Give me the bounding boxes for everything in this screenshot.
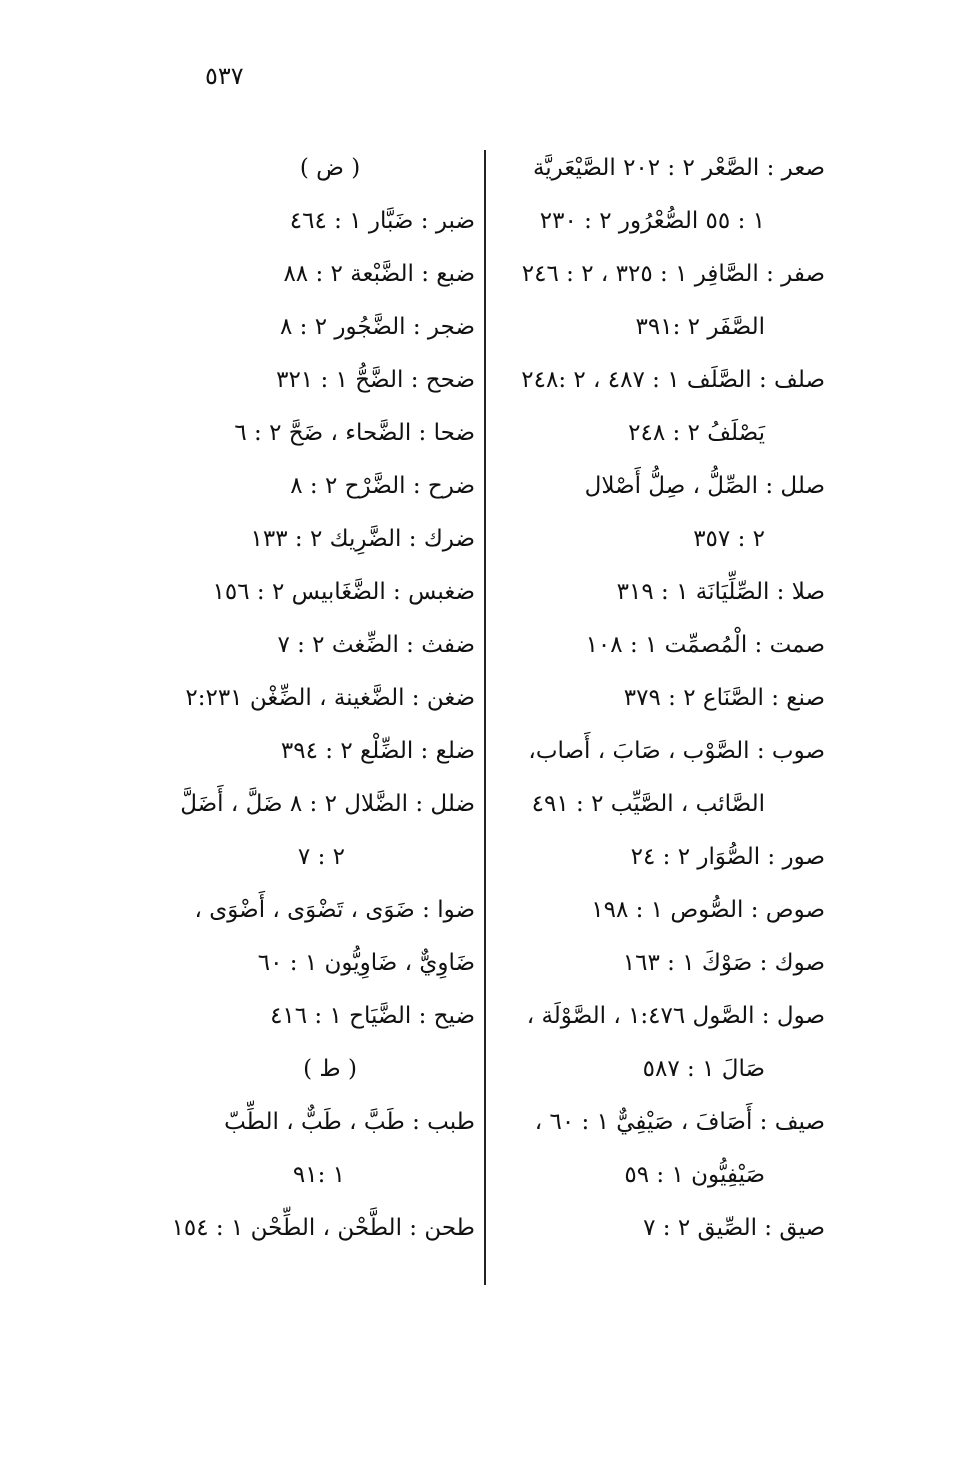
- index-entry: يَصْلَفُ ٢ : ٢٤٨: [628, 420, 765, 446]
- index-entry: طبب : طَبَّ ، طَبٌّ ، الطِّبّ: [224, 1109, 475, 1135]
- index-entry: ١ : ٥٥ الصُّعْرُور ٢ : ٢٣٠: [539, 208, 765, 234]
- index-entry: الصَّائب ، الصَّيِّب ٢ : ٤٩١: [531, 791, 765, 817]
- index-entry: صلا : الصِّلِّيَانَة ١ : ٣١٩: [616, 579, 825, 605]
- index-entry: ٢ : ٣٥٧: [693, 526, 765, 552]
- index-entry: صَالَ ١ : ٥٨٧: [642, 1056, 765, 1082]
- right-column: [505, 142, 825, 1255]
- index-entry: صوب : الصَّوْب ، صَابَ ، أَصاب،: [528, 738, 825, 764]
- index-entry: صيف : أَصَافَ ، صَيْفِيٌّ ١ : ٦٠ ،: [534, 1109, 825, 1135]
- index-entry: صول : الصَّول ١:٤٧٦ ، الصَّوْلَة ،: [526, 1003, 825, 1029]
- index-entry: صلل : الصِّلُّ ، صِلُّ أَصْلال: [584, 473, 825, 499]
- index-entry: طحن : الطَّحْن ، الطِّحْن ١ : ١٥٤: [171, 1215, 475, 1241]
- index-entry: ضفث : الضِّغث ٢ : ٧: [277, 632, 475, 658]
- index-entry: الصَّفَر ٢ :٣٩١: [635, 314, 765, 340]
- index-entry: ضَاوِيٌّ ، ضَاوِيُّون ١ : ٦٠: [257, 950, 475, 976]
- index-entry: صمت : الْمُصمِّت ١ : ١٠٨: [585, 632, 825, 658]
- index-entry: ضوا : ضَوَى ، تَضْوَى ، أَضْوَى ،: [194, 897, 475, 923]
- column-divider: [484, 150, 486, 1285]
- index-entry: ١ :٩١: [292, 1162, 345, 1188]
- index-entry: صور : الصُّوَار ٢ : ٢٤: [630, 844, 825, 870]
- index-entry: صفر : الصَّافِر ١ : ٣٢٥ ، ٢ : ٢٤٦: [521, 261, 825, 287]
- index-entry: ضيح : الضَّيَاح ١ : ٤١٦: [270, 1003, 475, 1029]
- index-entry: ضغن : الضَّغينة ، الضِّغْن ٢:٢٣١: [185, 685, 475, 711]
- index-entry: ضلع : الضِّلْع ٢ : ٣٩٤: [280, 738, 475, 764]
- index-entry: صعر : الصَّعْر ٢ : ٢٠٢ الصَّيْعَريَّة: [532, 155, 825, 181]
- index-entry: صنع : الصَّنَاع ٢ : ٣٧٩: [623, 685, 825, 711]
- index-entry: ضرح : الضَّرْح ٢ : ٨: [290, 473, 475, 499]
- index-entry: صلف : الصَّلَف ١ : ٤٨٧ ، ٢ :٢٤٨: [521, 367, 825, 393]
- section-heading: ( ض ): [299, 155, 361, 181]
- index-entry: ضحا : الضَّحاء ، ضَحَّ ٢ : ٦: [234, 420, 475, 446]
- index-entry: ضبع : الضَّبْعة ٢ : ٨٨: [283, 261, 475, 287]
- index-entry: ضلل : الضَّلال ٢ : ٨ ضَلَّ ، أَضَلَّ: [180, 791, 475, 817]
- index-entry: صوص : الصُّوص ١ : ١٩٨: [591, 897, 825, 923]
- index-entry: ٢ : ٧: [297, 844, 345, 870]
- index-entry: ضغبس : الضَّغَابيس ٢ : ١٥٦: [212, 579, 475, 605]
- index-entry: صيق : الصِّيق ٢ : ٧: [643, 1215, 825, 1241]
- left-column: [145, 142, 475, 1255]
- index-entry: ضحح : الضَّحُّ ١ : ٣٢١: [276, 367, 475, 393]
- section-heading: ( ط ): [303, 1056, 357, 1082]
- index-entry: صوك : صَوْكَ ١ : ١٦٣: [622, 950, 825, 976]
- index-entry: ضرك : الضَّرِيك ٢ : ١٣٣: [250, 526, 475, 552]
- index-entry: ضجر : الضَّجُور ٢ : ٨: [279, 314, 475, 340]
- index-entry: صَيْفِيُّون ١ : ٥٩: [624, 1162, 765, 1188]
- page-number: ٥٣٧: [205, 62, 244, 90]
- index-entry: ضبر : ضَبَّار ١ : ٤٦٤: [289, 208, 475, 234]
